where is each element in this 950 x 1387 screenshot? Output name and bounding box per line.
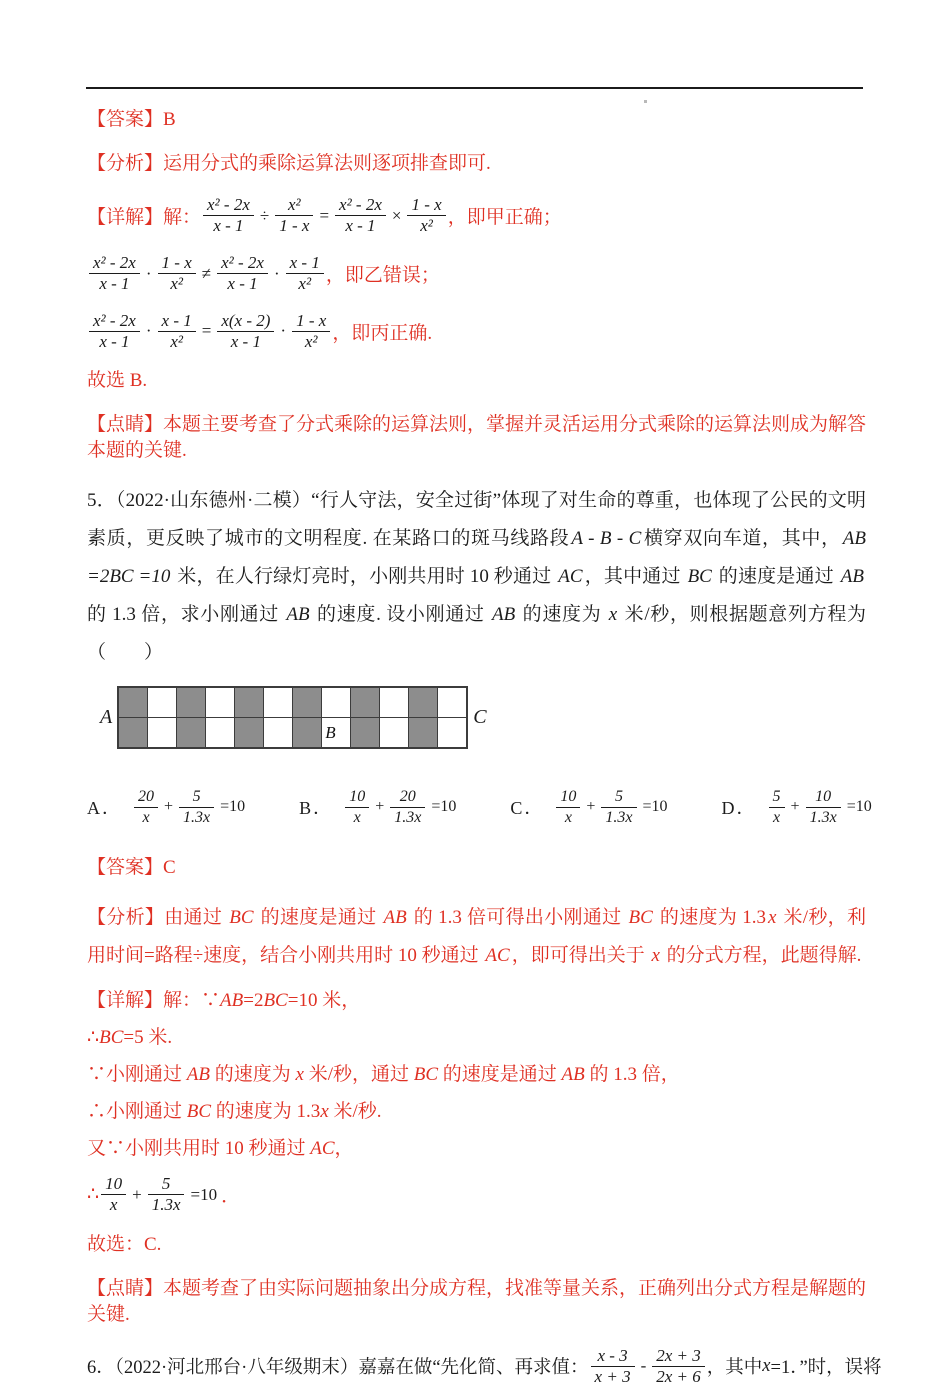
crosswalk-cell (148, 688, 176, 717)
question-6-text: 6．（2022·河北邢台·八年级期末）嘉嘉在做“先化简、再求值： $\frac{x - 3}{x + 3}$ - $\frac{2x + 3}{2x + 6}$ ，其中 x =1．”时，误将 (87, 1346, 866, 1387)
document-content (87, 100, 866, 1387)
answer-line-q5: 【答案】C (87, 855, 866, 881)
crosswalk-cell (380, 688, 408, 717)
conclusion-line-q4: 故选 B. (87, 368, 866, 394)
option-a-label: A． (87, 794, 122, 820)
option-d (722, 787, 876, 826)
crosswalk-cell (206, 718, 234, 747)
option-b (299, 787, 460, 826)
solution-step-4: 又∵小刚共用时 10 秒通过 AC， (87, 1137, 866, 1161)
label-c: C (473, 706, 486, 729)
crosswalk-cell (206, 688, 234, 717)
crosswalk-cell (293, 688, 321, 717)
crosswalk-cell (177, 718, 205, 747)
crosswalk-cell (235, 688, 263, 717)
solution-equation-q5: ∴ $\frac{10}{x}$ + $\frac{5}{1.3x}$ =10 ． (87, 1174, 866, 1216)
detail-line-q5: 【详解】解：∵AB=2BC=10 米， (87, 989, 866, 1013)
solution-formula-2: $\frac{\text{x² - 2x}}{x - 1}$ · $\frac{1 - x}{\text{x²}}$ ≠ $\frac{\text{x² - 2x}}{x - 1}$ · $\frac{x - 1}{\text{x²}}$ ，即乙错误； (87, 253, 866, 295)
option-c-formula: $\frac{10}{x}$ + $\frac{5}{1.3x}$ =10 (554, 787, 671, 826)
crosswalk-cell (293, 718, 321, 747)
crosswalk-cell (322, 688, 350, 717)
option-d-formula: $\frac{5}{x}$ + $\frac{10}{1.3x}$ =10 (767, 787, 876, 826)
option-a (87, 787, 249, 826)
crosswalk-cell (322, 718, 350, 747)
option-d-label: D． (722, 794, 757, 820)
crosswalk-cell (235, 718, 263, 747)
label-b: B (325, 723, 335, 743)
crosswalk-diagram (95, 686, 866, 749)
option-a-formula: $\frac{20}{x}$ + $\frac{5}{1.3x}$ =10 (132, 787, 249, 826)
label-a: A (100, 706, 112, 729)
crosswalk-cell (409, 718, 437, 747)
crosswalk-cell (380, 718, 408, 747)
option-b-label: B． (299, 794, 333, 820)
header-rule (86, 87, 863, 89)
solution-step-3: ∴小刚通过 BC 的速度为 1.3x 米/秒. (87, 1100, 866, 1124)
solution-formula-1: 【详解】解： $\frac{\text{x² - 2x}}{x - 1}$ ÷ $\frac{\text{x²}}{1 - x}$ = $\frac{\text{x² - 2x}}{x - 1}$ × $\frac{1 - x}{\text{x²}}$ ，即甲正确； (87, 195, 866, 237)
conclusion-line-q5: 故选：C. (87, 1232, 866, 1258)
option-b-formula: $\frac{10}{x}$ + $\frac{20}{1.3x}$ =10 (343, 787, 460, 826)
solution-formula-3: $\frac{\text{x² - 2x}}{x - 1}$ · $\frac{x - 1}{\text{x²}}$ = $\frac{x(x - 2)}{x - 1}$ · $\frac{1 - x}{\text{x²}}$ ，即丙正确. (87, 311, 866, 353)
crosswalk-cell (264, 718, 292, 747)
options-row (87, 787, 866, 826)
crosswalk-cell (119, 718, 147, 747)
option-c-label: C． (510, 794, 544, 820)
crosswalk-grid (117, 686, 468, 749)
analysis-line-q5: 【分析】由通过 BC 的速度是通过 AB 的 1.3 倍可得出小刚通过 BC 的速度为 1.3 x 米/秒，利用时间=路程÷速度，结合小刚共用时 10 秒通过 AC ，即可得出关于 x 的分式方程，此题得解. (87, 899, 866, 975)
crosswalk-cell (351, 688, 379, 717)
analysis-line-q4: 【分析】运用分式的乘除运算法则逐项排查即可. (87, 151, 866, 177)
tip-line-q5: 【点睛】本题考查了由实际问题抽象出分成方程，找准等量关系，正确列出分式方程是解题的关键. (87, 1276, 866, 1328)
crosswalk-cell (409, 688, 437, 717)
option-c (510, 787, 671, 826)
crosswalk-cell (148, 718, 176, 747)
crosswalk-cell (119, 688, 147, 717)
crosswalk-cell (351, 718, 379, 747)
crosswalk-cell (264, 688, 292, 717)
answer-line-q4: 【答案】B (87, 107, 866, 133)
tip-line-q4: 【点睛】本题主要考查了分式乘除的运算法则，掌握并灵活运用分式乘除的运算法则成为解答本题的关键. (87, 412, 866, 464)
crosswalk-cell (177, 688, 205, 717)
solution-step-2: ∵小刚通过 AB 的速度为 x 米/秒，通过 BC 的速度是通过 AB 的 1.3 倍， (87, 1063, 866, 1087)
solution-step-1: ∴BC=5 米. (87, 1026, 866, 1050)
crosswalk-cell (438, 718, 466, 747)
crosswalk-cell (438, 688, 466, 717)
question-5-text: 5．（2022·山东德州·二模）“行人守法，安全过街”体现了对生命的尊重，也体现了公民的文明素质，更反映了城市的文明程度. 在某路口的斑马线路段 A - B - C 横穿双向车道，其中， AB =2BC =10 米，在人行绿灯亮时，小刚共用时 10 秒通过 AC ，其中通过 BC 的速度是通过 AB 的 1.3 倍，求小刚通过 AB 的速度. 设小刚通过 AB 的速度为 x 米/秒，则根据题意列方程为（ ） (87, 482, 866, 672)
